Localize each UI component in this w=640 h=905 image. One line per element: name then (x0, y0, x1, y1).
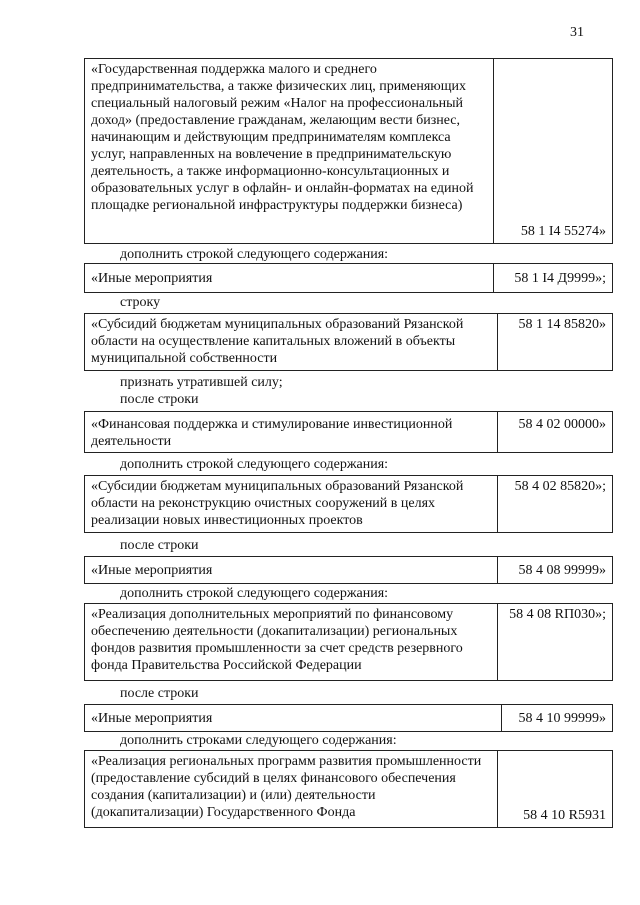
instruction-note: строку (120, 295, 161, 310)
instruction-note: дополнить строками следующего содержания: (120, 733, 397, 748)
table-row-code: 58 4 10 99999» (501, 704, 613, 732)
table-row-code: 58 4 02 85820»; (497, 475, 613, 533)
instruction-note: после строки (120, 392, 199, 407)
table-row-text: «Иные мероприятия (84, 556, 497, 584)
table-row-text: «Государственная поддержка малого и среднего предпринимательства, а также физических лиц, применяющих специальный налоговый режим «Налог на профессиональный доход» (предоставление гражданам, желающим вести бизнес, начинающим и действующим предпринимателям комплекса услуг, направленных на вовлечение в предпринимательскую деятельность, а также информационно-консультационных и образовательных услуг в офлайн- и онлайн-форматах на единой площадке региональной инфраструктуры поддержки бизнеса) (84, 58, 493, 244)
instruction-note: дополнить строкой следующего содержания: (120, 457, 389, 472)
page-number: 31 (570, 25, 584, 40)
table-row-code: 58 1 I4 Д9999»; (493, 263, 613, 293)
table-row-text: «Реализация региональных программ развития промышленности (предоставление субсидий в целях финансового обеспечения создания (капитализации) и (или) деятельности (докапитализации) Государственного Фонда (84, 750, 497, 828)
table-row-text: «Субсидий бюджетам муниципальных образований Рязанской области на осуществление капитальных вложений в объекты муниципальной собственности (84, 313, 497, 371)
table-row-text: «Иные мероприятия (84, 704, 501, 732)
table-row-text: «Субсидии бюджетам муниципальных образований Рязанской области на реконструкцию очистных сооружений в целях реализации новых инвестиционных проектов (84, 475, 497, 533)
table-row-text: «Иные мероприятия (84, 263, 493, 293)
instruction-note: после строки (120, 686, 199, 701)
table-row-code: 58 1 I4 55274» (493, 58, 613, 244)
table-row-code: 58 1 14 85820» (497, 313, 613, 371)
table-row-text: «Финансовая поддержка и стимулирование инвестиционной деятельности (84, 411, 497, 453)
table-row-code: 58 4 08 RП030»; (497, 603, 613, 681)
table-row-code: 58 4 02 00000» (497, 411, 613, 453)
instruction-note: признать утратившей силу; (120, 375, 283, 390)
instruction-note: дополнить строкой следующего содержания: (120, 586, 389, 601)
table-row-text: «Реализация дополнительных мероприятий по финансовому обеспечению деятельности (докапитализации) региональных фондов развития промышленности за счет средств резервного фонда Правительства Российской Федерации (84, 603, 497, 681)
instruction-note: после строки (120, 538, 199, 553)
instruction-note: дополнить строкой следующего содержания: (120, 247, 389, 262)
table-row-code: 58 4 08 99999» (497, 556, 613, 584)
table-row-code: 58 4 10 R5931 (497, 750, 613, 828)
